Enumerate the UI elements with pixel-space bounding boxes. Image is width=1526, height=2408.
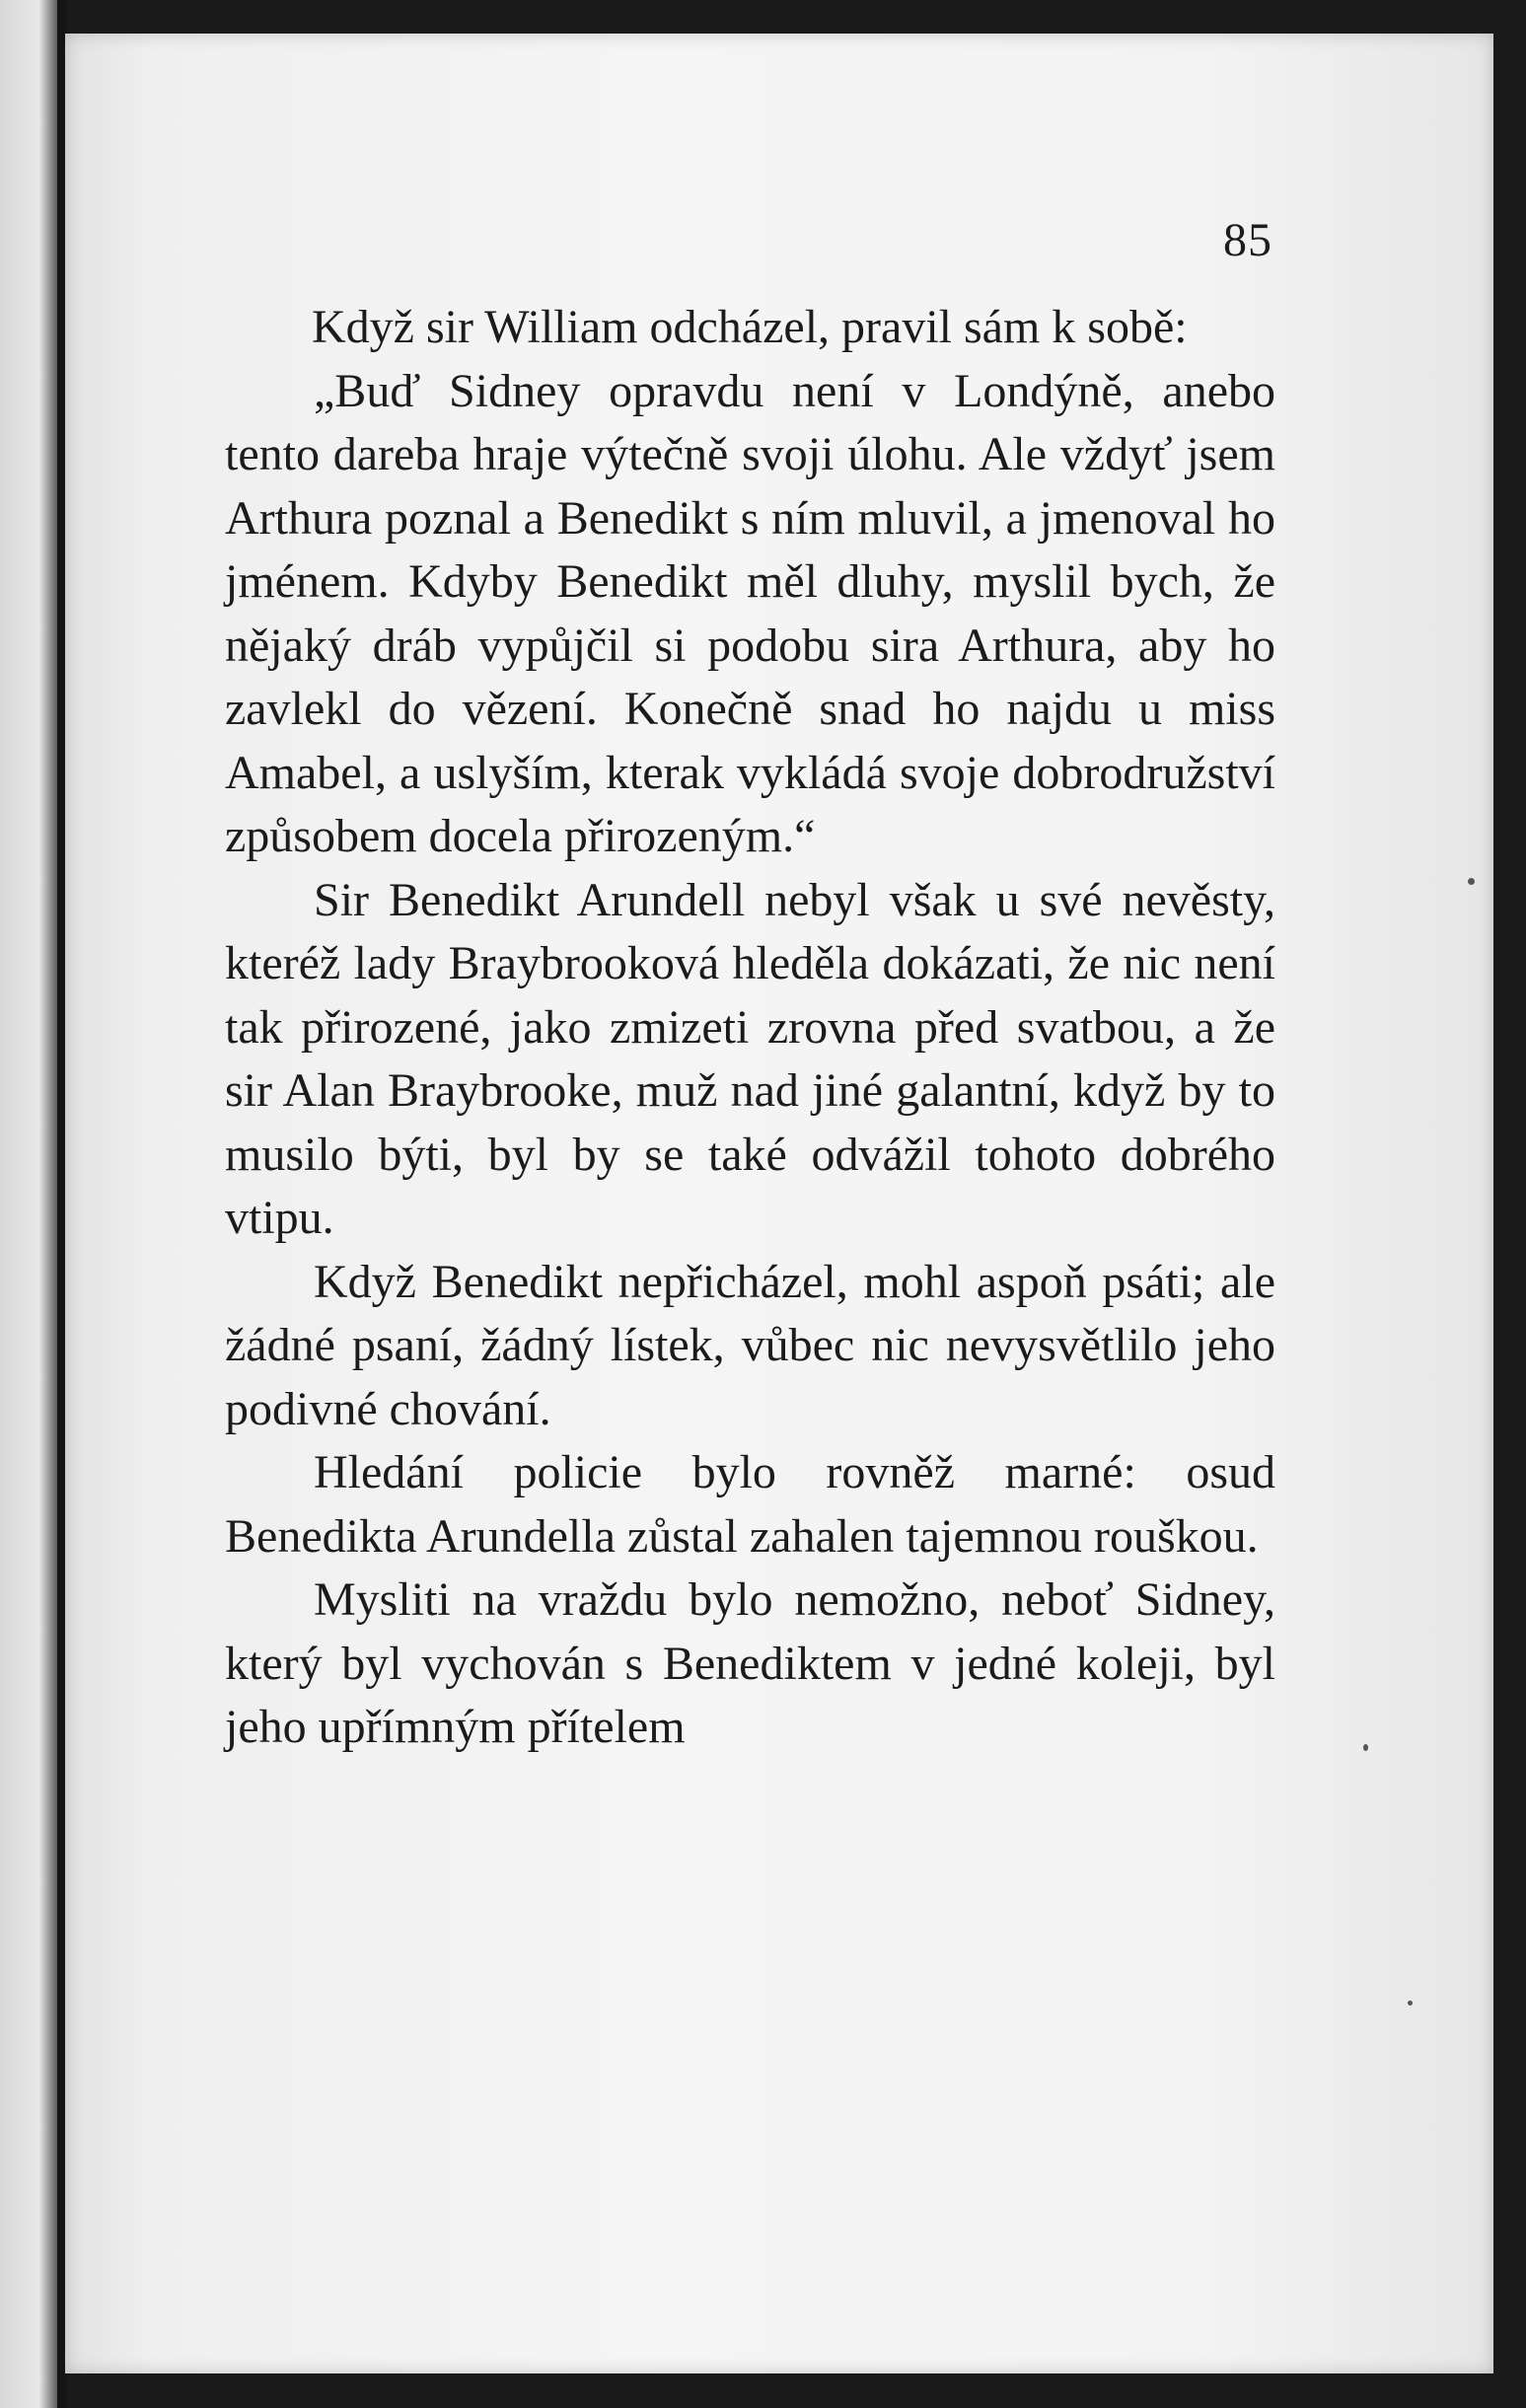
paragraph-2: „Buď Sidney opravdu není v Londýně, anebo tento dareba hraje výtečně svoji úlohu. Ale vždyť jsem Arthura poznal a Benedikt s ním mluvil, a jmenoval ho jménem. Kdyby Benedikt měl dluhy, myslil bych, že nějaký dráb vypůjčil si podobu sira Arthura, aby ho zavlekl do vězení. Konečně snad ho najdu u miss Amabel, a uslyším, kterak vykládá svoje dobrodružství způsobem docela přirozeným.“	[225, 364, 1275, 862]
left-margin-scan-edge	[0, 0, 65, 2408]
paragraph-4: Když Benedikt nepřicházel, mohl aspoň psáti; ale žádné psaní, žádný lístek, vůbec nic nevysvětlilo jeho podivné chování.	[225, 1255, 1275, 1435]
scan-speck	[1363, 1744, 1368, 1751]
body-text	[225, 296, 1275, 1760]
page-number: 85	[1223, 214, 1272, 266]
scan-speck	[1408, 2001, 1413, 2006]
paragraph-6: Mysliti na vraždu bylo nemožno, neboť Sidney, který byl vychován s Benediktem v jedné koleji, byl jeho upřímným přítelem	[225, 1573, 1275, 1753]
paragraph-1: Když sir William odcházel, pravil sám k sobě:	[312, 301, 1188, 353]
paragraph-5: Hledání policie bylo rovněž marné: osud Benedikta Arundella zůstal zahalen tajemnou rouškou.	[225, 1446, 1275, 1563]
scan-speck	[1468, 878, 1475, 885]
paragraph-3: Sir Benedikt Arundell nebyl však u své nevěsty, kteréž lady Braybrooková hleděla dokázati, že nic není tak přirozené, jako zmizeti zrovna před svatbou, a že sir Alan Braybrooke, muž nad jiné galantní, když by to musilo býti, byl by se také odvážil tohoto dobrého vtipu.	[225, 873, 1275, 1244]
